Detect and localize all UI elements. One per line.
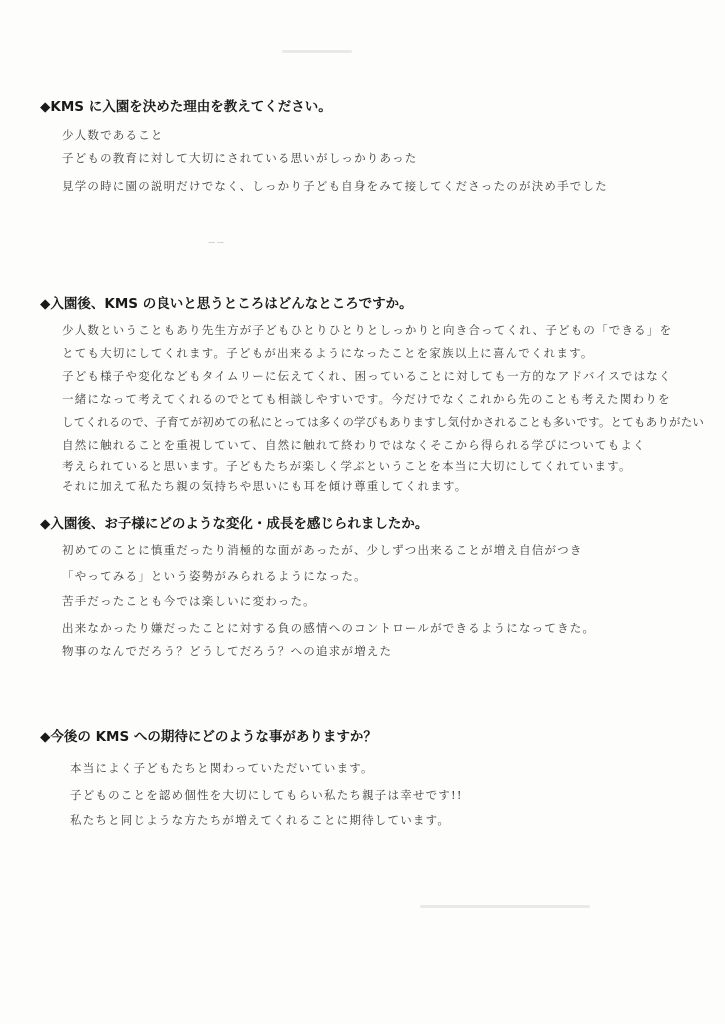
answer-line: 苦手だったことも今では楽しいに変わった。 [62, 594, 316, 608]
question-3: ◆入園後、お子様にどのような変化・成長を感じられましたか。 [40, 516, 429, 532]
question-4: ◆今後の KMS への期待にどのような事がありますか？ [40, 729, 377, 745]
answer-line: 本当によく子どもたちと関わっていただいています。 [70, 761, 374, 775]
answer-line: 自然に触れることを重視していて、自然に触れて終わりではなくそこから得られる学びについてもよく [62, 438, 646, 452]
answer-line: 子ども様子や変化などもタイムリーに伝えてくれ、困っていることに対しても一方的なアドバイスではなく [62, 369, 672, 383]
scan-smudge [420, 905, 590, 908]
answer-line: 出来なかったり嫌だったことに対する負の感情へのコントロールができるようになってきた。 [62, 621, 596, 635]
answer-line: してくれるので、子育てが初めての私にとっては多くの学びもありますし気付かされることも多いです。とてもありがたい [62, 415, 705, 429]
question-1: ◆KMS に入園を決めた理由を教えてください。 [40, 99, 332, 115]
answer-line: 少人数ということもあり先生方が子どもひとりひとりとしっかりと向き合ってくれ、子どもの「できる」を [62, 323, 673, 337]
answer-line: 「やってみる」という姿勢がみられるようになった。 [62, 569, 367, 583]
margin-mark: ㄧㄧ [207, 239, 226, 249]
answer-line: 子どものことを認め個性を大切にしてもらい私たち親子は幸せです!! [70, 788, 463, 802]
answer-line: 考えられていると思います。子どもたちが楽しく学ぶということを本当に大切にしてくれています。 [62, 459, 632, 473]
answer-line: 初めてのことに慎重だったり消極的な面があったが、少しずつ出来ることが増え自信がつき [62, 543, 583, 557]
answer-line: 物事のなんでだろう？どうしてだろう？への追求が増えた [62, 644, 393, 658]
answer-line: 子どもの教育に対して大切にされている思いがしっかりあった [62, 151, 418, 165]
answer-line: それに加えて私たち親の気持ちや思いにも耳を傾け尊重してくれます。 [62, 479, 468, 493]
answer-line: 私たちと同じような方たちが増えてくれることに期待しています。 [70, 813, 451, 827]
question-2: ◆入園後、KMS の良いと思うところはどんなところですか。 [40, 296, 413, 312]
answer-line: とても大切にしてくれます。子どもが出来るようになったことを家族以上に喜んでくれます。 [62, 346, 594, 360]
answer-line: 見学の時に園の説明だけでなく、しっかり子ども自身をみて接してくださったのが決め手でした [62, 179, 608, 193]
scan-smudge [282, 50, 352, 53]
answer-line: 少人数であること [62, 128, 164, 142]
answer-line: 一緒になって考えてくれるのでとても相談しやすいです。今だけでなくこれから先のことも考えた関わりを [62, 392, 671, 406]
